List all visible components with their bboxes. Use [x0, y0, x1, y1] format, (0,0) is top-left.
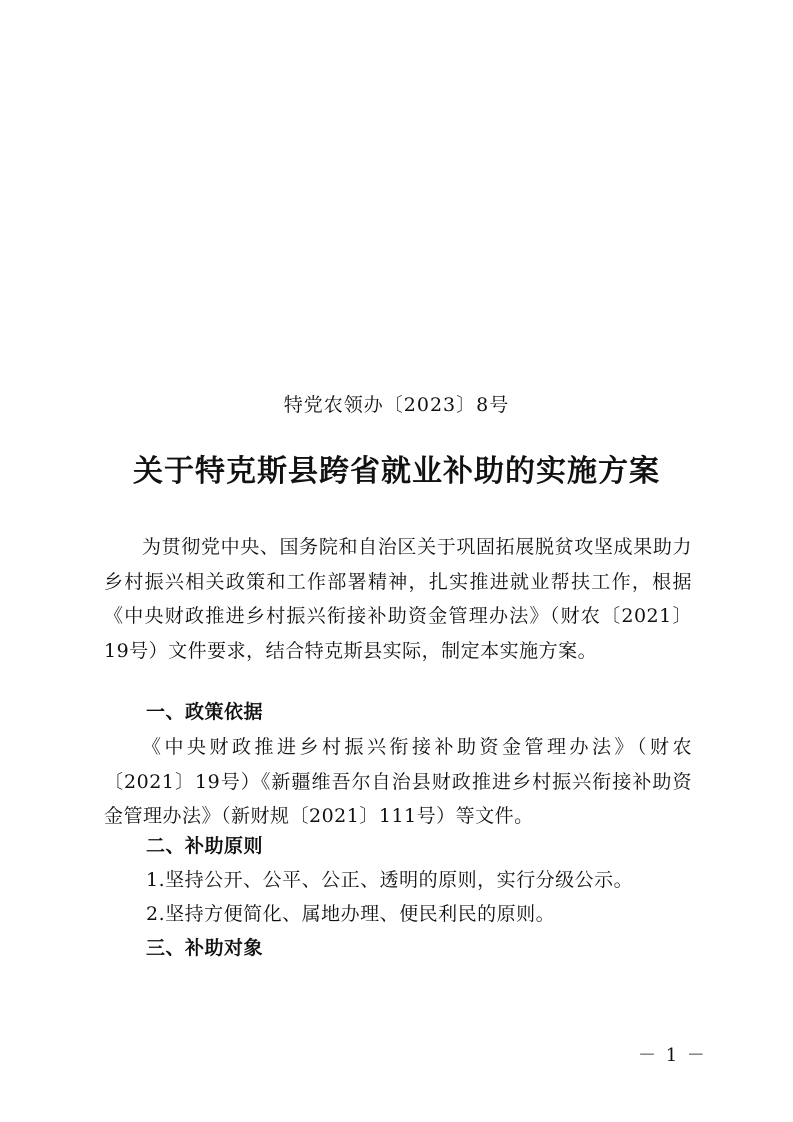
intro-paragraph: 为贯彻党中央、国务院和自治区关于巩固拓展脱贫攻坚成果助力乡村振兴相关政策和工作部署精神，扎实推进就业帮扶工作，根据《中央财政推进乡村振兴衔接补助资金管理办法》（财农〔2021〕19号）文件要求，结合特克斯县实际，制定本实施方案。	[104, 536, 692, 662]
document-title: 关于特克斯县跨省就业补助的实施方案	[133, 454, 660, 489]
principle-item: 1.坚持公开、公平、公正、透明的原则，实行分级公示。	[146, 869, 634, 891]
document-number: 特党农领办〔2023〕8号	[283, 394, 510, 416]
section-heading-subsidy-target: 三、补助对象	[146, 937, 264, 959]
page-number: － 1 －	[638, 1045, 707, 1066]
section-heading-policy-basis: 一、政策依据	[146, 701, 264, 723]
principle-item: 2.坚持方便简化、属地办理、便民利民的原则。	[146, 903, 556, 925]
section-heading-subsidy-principles: 二、补助原则	[146, 835, 264, 857]
policy-basis-paragraph: 《中央财政推进乡村振兴衔接补助资金管理办法》（财农〔2021〕19号）《新疆维吾尔自治县财政推进乡村振兴衔接补助资金管理办法》（新财规〔2021〕111号）等文件。	[104, 736, 692, 827]
